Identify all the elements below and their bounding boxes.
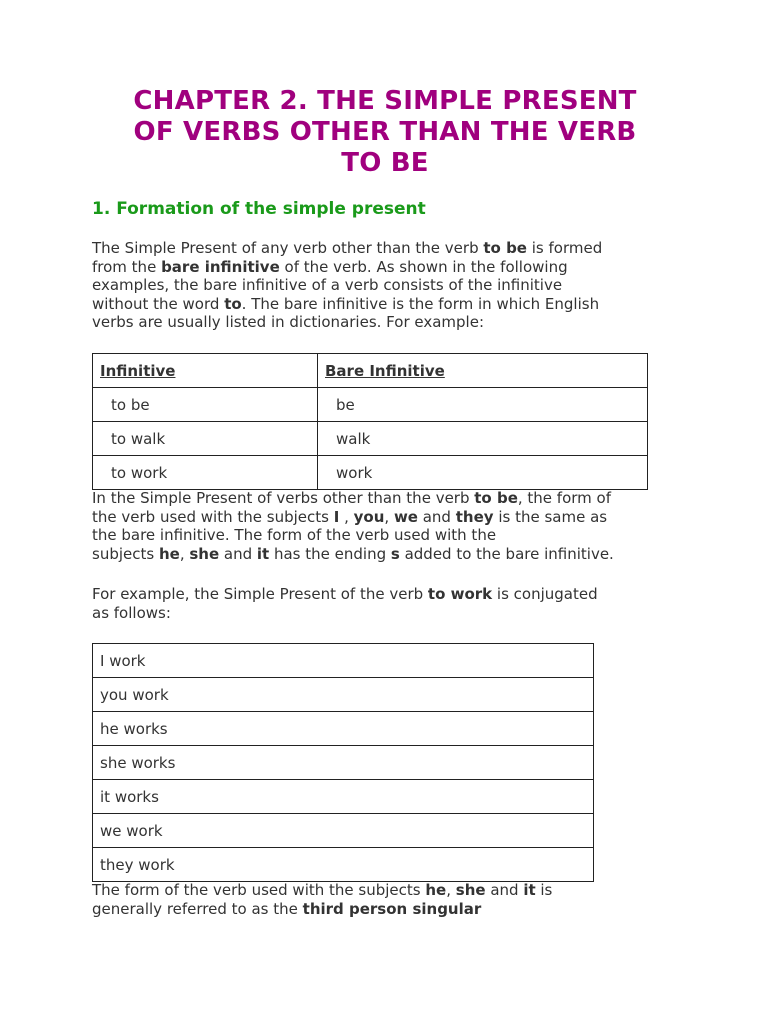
text: examples, the bare infinitive of a verb consists of the infinitive xyxy=(92,276,563,294)
table-row xyxy=(93,814,594,848)
bold-term: to be xyxy=(474,489,518,507)
conjugation-cell: I work xyxy=(93,644,594,678)
bold-term: I xyxy=(333,507,340,526)
text: subjects xyxy=(92,544,159,563)
text: is formed xyxy=(526,239,603,257)
text: , xyxy=(446,881,456,899)
chapter-title-line-1: CHAPTER 2. THE SIMPLE PRESENT xyxy=(133,86,637,116)
closing-paragraph xyxy=(92,881,552,918)
bold-term: bare infinitive xyxy=(161,257,280,276)
table-row xyxy=(93,746,594,780)
table-row xyxy=(93,644,594,678)
table-row xyxy=(93,422,648,456)
conjugation-cell: you work xyxy=(93,678,594,712)
chapter-title xyxy=(80,86,690,179)
conjugation-cell: he works xyxy=(93,712,594,746)
conjugation-cell: we work xyxy=(93,814,594,848)
bold-term: he xyxy=(425,881,447,899)
bold-term: it xyxy=(256,544,270,563)
infinitive-table xyxy=(92,353,648,490)
text: of the verb. As shown in the following xyxy=(279,257,568,276)
text: as follows: xyxy=(92,603,171,622)
text: , xyxy=(179,544,190,563)
text: the verb used with the subjects xyxy=(92,507,334,526)
text: The Simple Present of any verb other than the verb xyxy=(92,239,484,257)
text: generally referred to as the xyxy=(92,899,303,918)
table-row xyxy=(93,848,594,882)
bold-term: he xyxy=(158,544,180,563)
bold-term: s xyxy=(390,544,400,563)
bold-term: to xyxy=(224,294,242,313)
table-header-row xyxy=(93,354,648,388)
infinitive-cell: to be xyxy=(93,388,318,422)
text: , xyxy=(384,507,394,526)
chapter-title-line-2: OF VERBS OTHER THAN THE VERB xyxy=(133,117,637,147)
bold-term: you xyxy=(353,507,385,526)
text: without the word xyxy=(92,294,225,313)
text: is conjugated xyxy=(492,585,598,603)
bold-term: to work xyxy=(427,585,493,603)
bold-term: third person singular xyxy=(302,899,482,918)
text: . The bare infinitive is the form in which English xyxy=(241,294,600,313)
conjugation-cell: it works xyxy=(93,780,594,814)
bare-infinitive-cell: be xyxy=(318,388,648,422)
text: verbs are usually listed in dictionaries. For example: xyxy=(92,313,484,331)
text: , xyxy=(339,507,354,526)
chapter-title-line-3: TO BE xyxy=(341,148,429,178)
bold-term: she xyxy=(455,881,486,899)
text: and xyxy=(485,881,524,899)
bold-term: we xyxy=(393,507,418,526)
example-paragraph xyxy=(92,585,598,622)
intro-paragraph xyxy=(92,239,602,332)
conjugation-table xyxy=(92,643,594,882)
text: has the ending xyxy=(269,544,391,563)
section-heading: 1. Formation of the simple present xyxy=(92,199,426,219)
table-row xyxy=(93,456,648,490)
text: is xyxy=(535,881,553,899)
infinitive-cell: to walk xyxy=(93,422,318,456)
table-row xyxy=(93,780,594,814)
infinitive-cell: to work xyxy=(93,456,318,490)
text: from the xyxy=(92,257,162,276)
bold-term: they xyxy=(455,507,494,526)
table-row xyxy=(93,388,648,422)
explanation-paragraph xyxy=(92,489,614,563)
bold-term: it xyxy=(523,881,536,899)
text: and xyxy=(417,507,456,526)
table-row xyxy=(93,678,594,712)
bare-infinitive-cell: work xyxy=(318,456,648,490)
text: In the Simple Present of verbs other than the verb xyxy=(92,489,475,507)
header-bare-infinitive: Bare Infinitive xyxy=(318,354,648,388)
bare-infinitive-cell: walk xyxy=(318,422,648,456)
conjugation-cell: they work xyxy=(93,848,594,882)
bold-term: she xyxy=(189,544,220,563)
text: The form of the verb used with the subjects xyxy=(92,881,426,899)
conjugation-cell: she works xyxy=(93,746,594,780)
header-infinitive: Infinitive xyxy=(93,354,318,388)
table-row xyxy=(93,712,594,746)
text: and xyxy=(219,544,257,563)
text: the bare infinitive. The form of the verb used with the xyxy=(92,526,497,544)
bold-term: to be xyxy=(483,239,527,257)
text: is the same as xyxy=(493,507,608,526)
text: , the form of xyxy=(517,489,611,507)
text: added to the bare infinitive. xyxy=(399,544,614,563)
text: For example, the Simple Present of the verb xyxy=(92,585,428,603)
